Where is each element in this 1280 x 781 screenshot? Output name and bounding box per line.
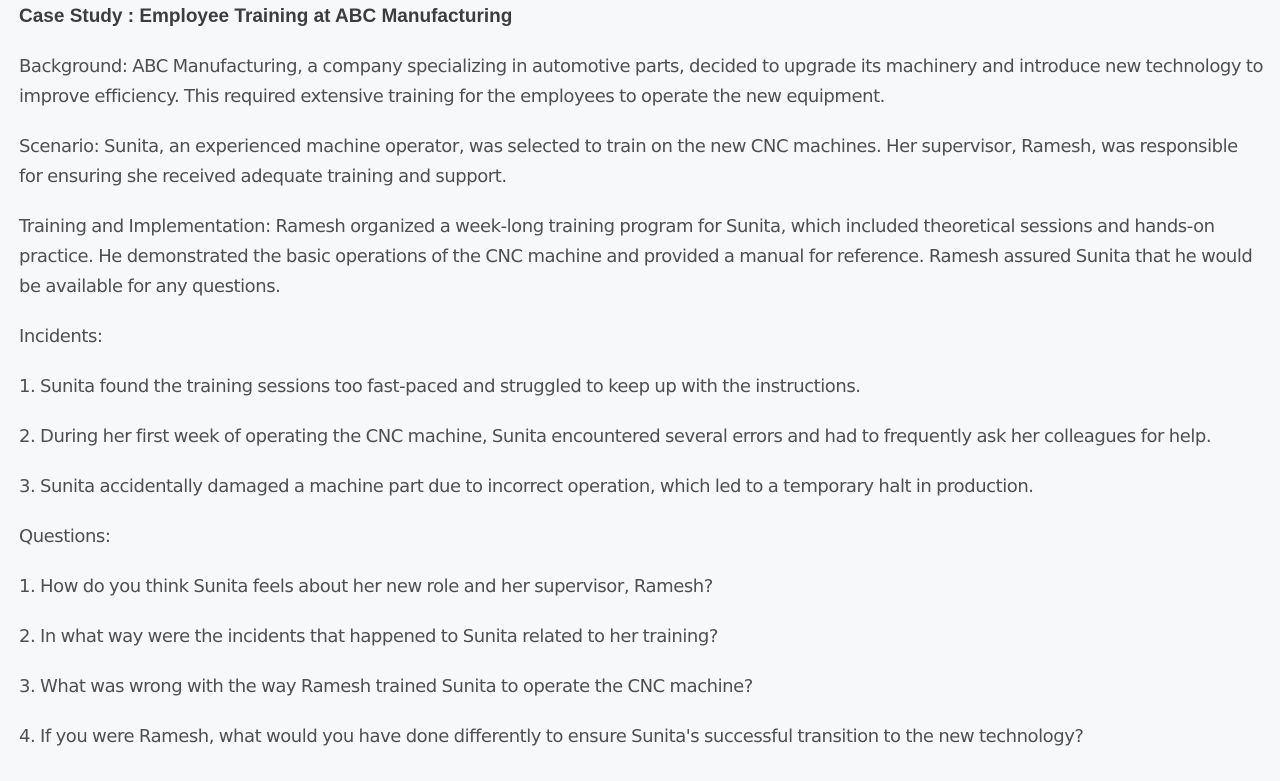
questions-heading: Questions: [19,526,111,547]
incident-item-1: 1. Sunita found the training sessions too fast-paced and struggled to keep up with the instructions. [19,376,861,397]
training-implementation-paragraph: Training and Implementation: Ramesh organized a week-long training program for Sunita, which included theoretical sessions and hands-on practice. He demonstrated the basic operations of the CNC machine and provided a manual for reference. Ramesh assured Sunita that he would be available for any questions. [19,216,1253,297]
question-item-2: 2. In what way were the incidents that happened to Sunita related to her training? [19,626,718,647]
incidents-heading: Incidents: [19,326,103,347]
incident-item-3: 3. Sunita accidentally damaged a machine part due to incorrect operation, which led to a temporary halt in production. [19,476,1034,497]
incident-item-2: 2. During her first week of operating the CNC machine, Sunita encountered several errors and had to frequently ask her colleagues for help. [19,426,1212,447]
question-item-1: 1. How do you think Sunita feels about her new role and her supervisor, Ramesh? [19,576,713,597]
question-item-4: 4. If you were Ramesh, what would you have done differently to ensure Sunita's successful transition to the new technology? [19,726,1084,747]
scenario-paragraph: Scenario: Sunita, an experienced machine operator, was selected to train on the new CNC machines. Her supervisor, Ramesh, was responsible for ensuring she received adequate training and support. [19,136,1238,187]
background-paragraph: Background: ABC Manufacturing, a company specializing in automotive parts, decided to upgrade its machinery and introduce new technology to improve efficiency. This required extensive training for the employees to operate the new equipment. [19,56,1264,107]
document-title: Case Study : Employee Training at ABC Manufacturing [19,6,513,27]
question-item-3: 3. What was wrong with the way Ramesh trained Sunita to operate the CNC machine? [19,676,753,697]
